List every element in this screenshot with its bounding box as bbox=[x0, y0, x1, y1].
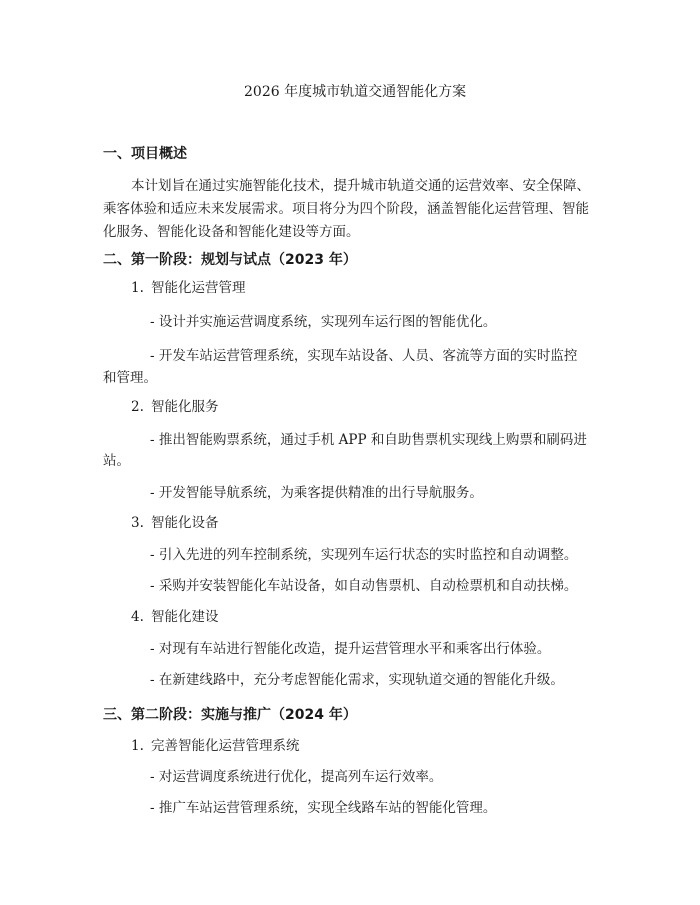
bullet-line: - 对运营调度系统进行优化，提高列车运行效率。 bbox=[150, 769, 443, 785]
bullet-line: - 推出智能购票系统，通过手机 APP 和自助售票机实现线上购票和刷码进 bbox=[150, 432, 587, 448]
section-heading-overview: 一、项目概述 bbox=[103, 146, 187, 162]
list-item-number: 4. bbox=[131, 609, 144, 625]
bullet-line: - 在新建线路中，充分考虑智能化需求，实现轨道交通的智能化升级。 bbox=[150, 672, 564, 688]
bullet-line: - 采购并安装智能化车站设备，如自动售票机、自动检票机和自动扶梯。 bbox=[150, 578, 578, 594]
list-item-label: 智能化服务 bbox=[151, 399, 219, 415]
section-heading-phase-one: 二、第一阶段：规划与试点（2023 年） bbox=[103, 252, 357, 268]
list-item-label: 智能化建设 bbox=[151, 609, 219, 625]
bullet-line: - 对现有车站进行智能化改造，提升运营管理水平和乘客出行体验。 bbox=[150, 641, 551, 657]
bullet-line: - 设计并实施运营调度系统，实现列车运行图的智能优化。 bbox=[150, 314, 497, 330]
overview-paragraph-line: 本计划旨在通过实施智能化技术，提升城市轨道交通的运营效率、安全保障、 bbox=[131, 178, 590, 194]
overview-paragraph-line: 化服务、智能化设备和智能化建设等方面。 bbox=[103, 224, 360, 240]
list-item-number: 3. bbox=[131, 515, 144, 531]
list-item-number: 1. bbox=[131, 738, 144, 754]
list-item-label: 智能化设备 bbox=[151, 515, 219, 531]
bullet-line: 和管理。 bbox=[103, 370, 157, 386]
list-item-label: 智能化运营管理 bbox=[151, 280, 246, 296]
list-item-number: 1. bbox=[131, 280, 144, 296]
bullet-line: 站。 bbox=[103, 453, 130, 469]
bullet-line: - 引入先进的列车控制系统，实现列车运行状态的实时监控和自动调整。 bbox=[150, 547, 578, 563]
list-item-label: 完善智能化运营管理系统 bbox=[151, 738, 300, 754]
overview-paragraph-line: 乘客体验和适应未来发展需求。项目将分为四个阶段，涵盖智能化运营管理、智能 bbox=[103, 201, 589, 217]
bullet-line: - 推广车站运营管理系统，实现全线路车站的智能化管理。 bbox=[150, 800, 497, 816]
list-item-number: 2. bbox=[131, 399, 144, 415]
bullet-line: - 开发智能导航系统，为乘客提供精准的出行导航服务。 bbox=[150, 485, 483, 501]
section-heading-phase-two: 三、第二阶段：实施与推广（2024 年） bbox=[103, 707, 357, 723]
bullet-line: - 开发车站运营管理系统，实现车站设备、人员、客流等方面的实时监控 bbox=[150, 348, 578, 364]
document-title: 2026 年度城市轨道交通智能化方案 bbox=[244, 84, 467, 100]
